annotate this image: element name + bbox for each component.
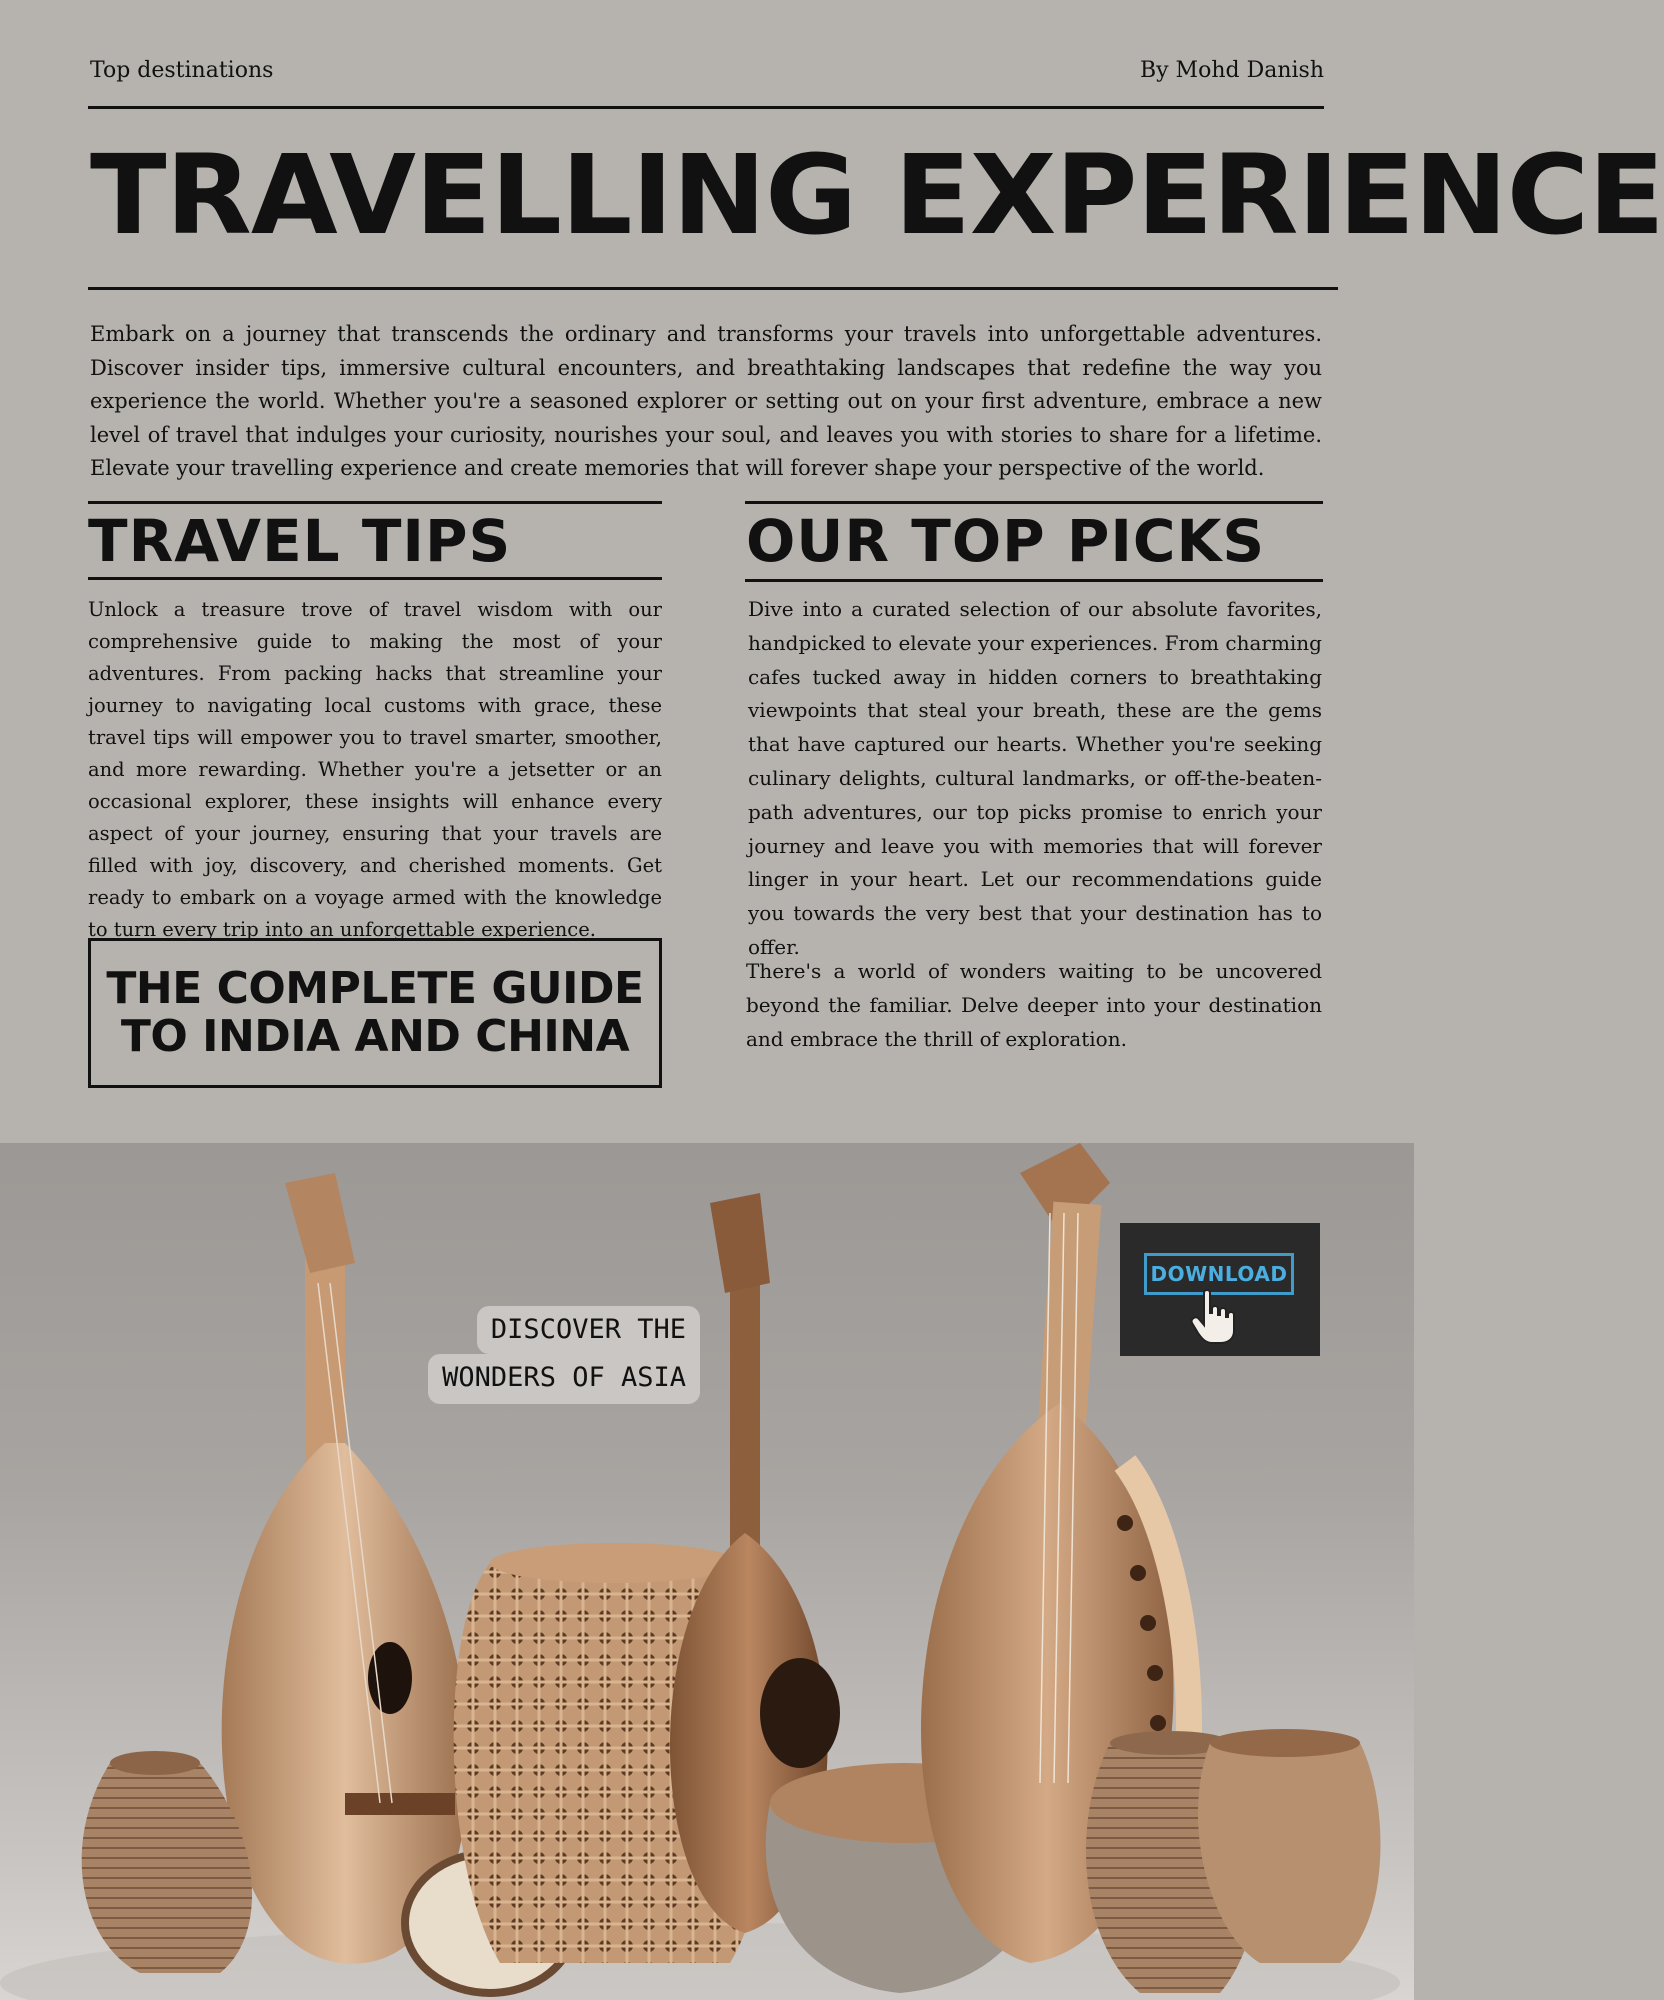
header-bar <box>90 58 1324 88</box>
top-picks-heading: OUR TOP PICKS <box>746 507 1266 575</box>
title-divider <box>88 287 1338 290</box>
guide-title-line2: TO INDIA AND CHINA <box>120 1011 630 1062</box>
hand-cursor-icon <box>1190 1287 1240 1351</box>
callout-line2: WONDERS OF ASIA <box>428 1354 700 1404</box>
category-label: Top destinations <box>90 58 274 83</box>
travel-tips-heading: TRAVEL TIPS <box>88 507 512 575</box>
top-picks-bottom-rule <box>745 579 1323 582</box>
top-divider <box>88 106 1324 109</box>
intro-paragraph: Embark on a journey that transcends the ordinary and transforms your travels into unforgettable adventures. Discover insider tips, immersive cultural encounters, and breathtaking landscapes that redefine the way you experience the world. Whether you're a seasoned explorer or setting out on your first adventure, embrace a new level of travel that indulges your curiosity, nourishes your soul, and leaves you with stories to share for a lifetime. Elevate your travelling experience and create memories that will forever shape your perspective of the world. <box>90 322 1322 480</box>
discover-callout <box>420 1306 700 1408</box>
top-picks-top-rule <box>745 501 1323 504</box>
download-button[interactable]: DOWNLOAD <box>1144 1253 1294 1295</box>
callout-line1: DISCOVER THE <box>477 1306 700 1354</box>
travel-tips-body: Unlock a treasure trove of travel wisdom with our comprehensive guide to making the most of your adventures. From packing hacks that streamline your journey to navigating local customs with grace, these travel tips will empower you to travel smarter, smoother, and more rewarding. Whether you're a jetsetter or an occasional explorer, these insights will enhance every aspect of your journey, ensuring that your travels are filled with joy, discovery, and cherished moments. Get ready to embark on a voyage armed with the knowledge to turn every trip into an unforgettable experience. <box>88 598 662 941</box>
author-byline: By Mohd Danish <box>1139 58 1324 83</box>
guide-title-line1: THE COMPLETE GUIDE <box>106 963 644 1014</box>
top-picks-body-2: There's a world of wonders waiting to be uncovered beyond the familiar. Delve deeper into your destination and embrace the thrill of exploration. <box>746 959 1322 1051</box>
travel-tips-top-rule <box>88 501 662 504</box>
guide-link-box[interactable] <box>88 938 662 1088</box>
top-picks-body: Dive into a curated selection of our absolute favorites, handpicked to elevate your experiences. From charming cafes tucked away in hidden corners to breathtaking viewpoints that steal your breath, these are the gems that have captured our hearts. Whether you're seeking culinary delights, cultural landmarks, or off-the-beaten-path adventures, our top picks promise to enrich your journey and leave you with memories that will forever linger in your heart. Let our recommendations guide you towards the very best that your destination has to offer. <box>748 597 1322 959</box>
page-title: TRAVELLING EXPERIENCE <box>90 131 1664 259</box>
download-panel[interactable] <box>1120 1223 1320 1356</box>
travel-tips-bottom-rule <box>88 577 662 580</box>
